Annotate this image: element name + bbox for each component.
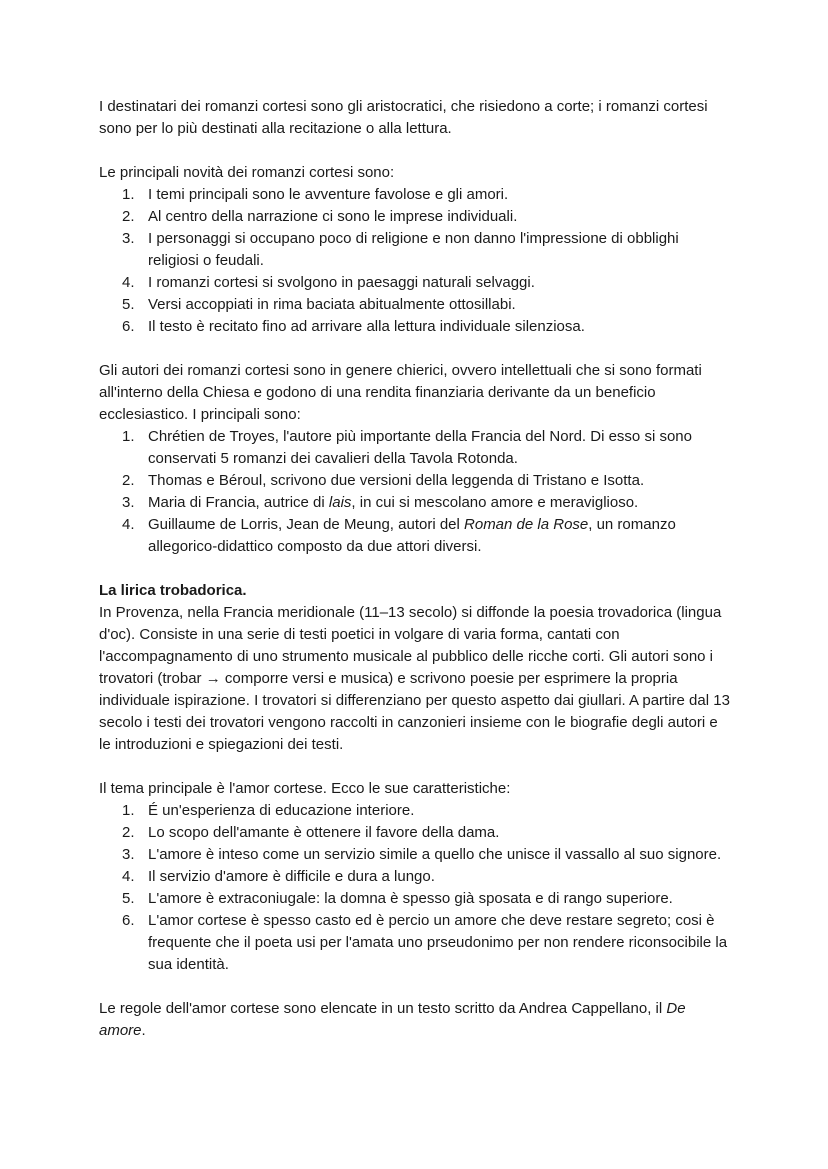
- list-item: I personaggi si occupano poco di religione e non danno l'impressione di obblighi religiosi o feudali.: [148, 230, 679, 269]
- lirica-trobadorica-heading: La lirica trobadorica.: [99, 582, 247, 599]
- paragraph-spacer: [99, 140, 731, 162]
- list-item: L'amor cortese è spesso casto ed è percio un amore che deve restare segreto; cosi è frequente che il poeta usi per l'amata uno prseudonimo per non rendere riconsocibile la sua identità.: [148, 912, 728, 973]
- paragraph-spacer: [99, 976, 731, 998]
- autori-lead-paragraph: Gli autori dei romanzi cortesi sono in genere chierici, ovvero intellettuali che si sono formati all'interno della Chiesa e godono di una rendita finanziaria derivante da un beneficio ecclesiastico. I principali sono:: [99, 362, 702, 423]
- document-body: [99, 96, 731, 1042]
- list-item: Maria di Francia, autrice di lais, in cui si mescolano amore e meraviglioso.: [148, 494, 639, 511]
- amor-cortese-list: [99, 800, 731, 976]
- list-item: Versi accoppiati in rima baciata abitualmente ottosillabi.: [148, 296, 516, 313]
- list-item: L'amore è inteso come un servizio simile a quello che unisce il vassallo al suo signore.: [148, 846, 722, 863]
- list-item: Guillaume de Lorris, Jean de Meung, autori del Roman de la Rose, un romanzo allegorico-didattico composto da due attori diversi.: [148, 516, 676, 555]
- lirica-paragraph: In Provenza, nella Francia meridionale (11–13 secolo) si diffonde la poesia trovadorica (lingua d'oc). Consiste in una serie di testi poetici in volgare di varia forma, cantati con l'accompagnamento di uno strumento musicale al pubblico delle ricche corti. Gli autori sono i trovatori (trobar → comporre versi e musica) e scrivono poesie per esprimere la propria individuale ispirazione. I trovatori si differenziano per questo aspetto dai giullari. A partire dal 13 secolo i testi dei trovatori vengono raccolti in canzonieri insieme con le biografie degli autori e le introduzioni e spiegazioni dei testi.: [99, 604, 730, 753]
- list-item: Chrétien de Troyes, l'autore più importante della Francia del Nord. Di esso si sono conservati 5 romanzi dei cavalieri della Tavola Rotonda.: [148, 428, 692, 467]
- list-item: I romanzi cortesi si svolgono in paesaggi naturali selvaggi.: [148, 274, 535, 291]
- paragraph-spacer: [99, 558, 731, 580]
- list-item: Lo scopo dell'amante è ottenere il favore della dama.: [148, 824, 500, 841]
- list-item: É un'esperienza di educazione interiore.: [148, 802, 415, 819]
- regole-paragraph: Le regole dell'amor cortese sono elencate in un testo scritto da Andrea Cappellano, il De amore.: [99, 1000, 686, 1039]
- list-item: Al centro della narrazione ci sono le imprese individuali.: [148, 208, 518, 225]
- italic-title: lais: [328, 494, 352, 511]
- italic-title: De amore: [99, 1000, 686, 1039]
- novita-list: [99, 184, 731, 338]
- list-item: Il servizio d'amore è difficile e dura a lungo.: [148, 868, 435, 885]
- amor-lead-paragraph: Il tema principale è l'amor cortese. Ecco le sue caratteristiche:: [99, 780, 511, 797]
- paragraph-spacer: [99, 338, 731, 360]
- paragraph-spacer: [99, 756, 731, 778]
- intro-paragraph: I destinatari dei romanzi cortesi sono gli aristocratici, che risiedono a corte; i romanzi cortesi sono per lo più destinati alla recitazione o alla lettura.: [99, 98, 708, 137]
- list-item: L'amore è extraconiugale: la domna è spesso già sposata e di rango superiore.: [148, 890, 673, 907]
- list-item: Il testo è recitato fino ad arrivare alla lettura individuale silenziosa.: [148, 318, 585, 335]
- list-item: I temi principali sono le avventure favolose e gli amori.: [148, 186, 509, 203]
- novita-lead-paragraph: Le principali novità dei romanzi cortesi sono:: [99, 164, 395, 181]
- list-item: Thomas e Béroul, scrivono due versioni della leggenda di Tristano e Isotta.: [148, 472, 645, 489]
- italic-title: Roman de la Rose: [464, 516, 589, 533]
- autori-list: [99, 426, 731, 558]
